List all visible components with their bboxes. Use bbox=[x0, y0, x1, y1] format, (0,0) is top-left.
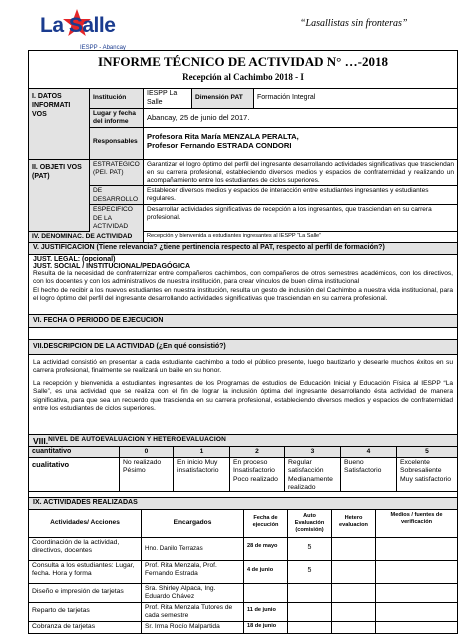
table-row bbox=[29, 602, 457, 621]
evaluacion-header bbox=[29, 434, 457, 446]
table-row bbox=[29, 583, 457, 602]
cuantitativo-row bbox=[29, 446, 457, 457]
row-encargados: Sra. Shirley Alpaca, Ing. Eduardo Chávez bbox=[141, 584, 243, 602]
level-2: En proceso Insatisfactorio Poco realizado bbox=[229, 458, 284, 491]
col-medios: Medios / fuentes de verificación bbox=[375, 510, 457, 537]
la-salle-logo bbox=[40, 8, 138, 52]
objetivos-body bbox=[89, 160, 457, 231]
objetivos-label: II. OBJETI VOS (PAT) bbox=[29, 160, 89, 231]
actividades-header: IX. ACTIVIDADES REALIZADAS bbox=[29, 497, 457, 509]
estrategico-row bbox=[89, 160, 457, 185]
row-accion: Reparto de tarjetas bbox=[32, 607, 90, 614]
level-1: En inicio Muy insatisfactorio bbox=[173, 458, 229, 491]
scale-2: 2 bbox=[229, 447, 284, 457]
lugar-row bbox=[89, 108, 457, 127]
logo-text: La Salle bbox=[40, 14, 116, 37]
row-accion: Cobranza de tarjetas bbox=[32, 623, 96, 630]
institucion-value: IESPP La Salle bbox=[143, 89, 191, 108]
table-row bbox=[29, 560, 457, 583]
dimension-value: Formación Integral bbox=[253, 89, 457, 108]
denominacion-row bbox=[29, 231, 457, 242]
col-hetero: Hetero evaluacion bbox=[331, 510, 375, 537]
estrategico-value: Garantizar el logro óptimo del perfil del ingresante desarrollando actividades significativas que trasciendan en su carrera profesional, estableciendo diversos medios y espacios de confraternidad y realizando un acompañamiento entre los estudiantes de ciclos superiores. bbox=[143, 160, 457, 185]
col-auto: Auto Evaluación (comisión) bbox=[287, 510, 331, 537]
descripcion-text-2: La recepción y bienvenida a estudiantes ingresantes de los Programas de estudios de Educación Inicial y Educación Física al IESPP “La Salle”, es una actividad que se realiza con el fin de lograr la inclusión óptima del ingresante desarrollando ésta actividad de manera significativa, para que sea un recuerdo que trascienda en su carrera profesional, estableciendo diversos medios y espacios de confraternidad entre los estudiantes de ciclos superiores. bbox=[33, 379, 453, 413]
row-medios bbox=[375, 622, 457, 633]
scale-1: 1 bbox=[173, 447, 229, 457]
datos-body bbox=[89, 89, 457, 159]
just-legal: JUST. LEGAL: (opcional) bbox=[33, 256, 116, 263]
row-fecha bbox=[243, 584, 287, 602]
fecha-body bbox=[29, 327, 457, 339]
cualitativo-row bbox=[29, 457, 457, 491]
row-fecha: 28 de mayo bbox=[243, 538, 287, 560]
justificacion-body bbox=[29, 254, 457, 314]
col-fecha: Fecha de ejecución bbox=[243, 510, 287, 537]
denominacion-label: IV. DENOMINAC. DE ACTIVIDAD bbox=[32, 233, 133, 240]
logo-subtitle: IESPP - Abancay bbox=[80, 45, 126, 51]
row-auto bbox=[287, 622, 331, 633]
descripcion-body bbox=[29, 354, 457, 434]
row-accion: Consulta a los estudiantes: Lugar, fecha. Hora y forma bbox=[32, 562, 135, 578]
title-row bbox=[29, 51, 457, 88]
actividades-rows bbox=[29, 537, 457, 633]
row-auto: 5 bbox=[287, 561, 331, 583]
scale-3: 3 bbox=[284, 447, 340, 457]
level-0: No realizado Pésimo bbox=[119, 458, 173, 491]
desarrollo-row bbox=[89, 185, 457, 204]
scale-5: 5 bbox=[396, 447, 457, 457]
row-fecha: 4 de junio bbox=[243, 561, 287, 583]
row-medios bbox=[375, 561, 457, 583]
desarrollo-value: Establecer diversos medios y espacios de interacción entre estudiantes ingresantes y estudiantes regulares. bbox=[143, 186, 457, 204]
cuantitativo-label: cuantitativo bbox=[29, 447, 119, 457]
row-hetero bbox=[331, 603, 375, 621]
row-fecha: 11 de junio bbox=[243, 603, 287, 621]
datos-section bbox=[29, 88, 457, 159]
level-3: Regular satisfacción Medianamente realizado bbox=[284, 458, 340, 491]
especifico-row bbox=[89, 204, 457, 232]
row-hetero bbox=[331, 538, 375, 560]
actividades-columns bbox=[29, 509, 457, 537]
scale-0: 0 bbox=[119, 447, 173, 457]
row-auto: 5 bbox=[287, 538, 331, 560]
row-encargados: Prof. Rita Menzala Tutores de cada semestre bbox=[141, 603, 243, 621]
institucion-label: Institución bbox=[89, 89, 143, 108]
row-medios bbox=[375, 584, 457, 602]
justificacion-header: V. JUSTIFICACION (Tiene relevancia? ¿tiene pertinencia respecto al PAT, respecto al perfil de formación?) bbox=[29, 242, 457, 254]
row-accion: Coordinación de la actividad, directivos, docentes bbox=[32, 539, 120, 555]
estrategico-label: ESTRATEGICO (PEI. PAT) bbox=[89, 160, 143, 185]
col-encargados: Encargados bbox=[141, 510, 243, 537]
just-text-1: Resulta de la necesidad de confraternizar entre compañeros cachimbos, con compañeros de otros semestres académicos, con los directivos, con los docentes y con los administrativos de nuestra institución, para crear vínculos de buen clima institucional bbox=[33, 270, 453, 286]
denominacion-value: Recepción y bienvenida a estudiantes ingresantes al IESPP “La Salle” bbox=[143, 232, 457, 242]
level-4: Bueno Satisfactorio bbox=[340, 458, 396, 491]
row-hetero bbox=[331, 622, 375, 633]
responsables-row bbox=[89, 127, 457, 159]
scale-4: 4 bbox=[340, 447, 396, 457]
fecha-header: VI. FECHA O PERIODO DE EJECUCION bbox=[29, 314, 457, 327]
row-hetero bbox=[331, 561, 375, 583]
cualitativo-label: cualitativo bbox=[32, 460, 70, 469]
especifico-value: Desarrollar actividades significativas de recepción a los ingresantes, que trasciendan en su carrera profesional. bbox=[143, 205, 457, 232]
just-text-2: El hecho de recibir a los nuevos estudiantes en nuestra institución, resulta un gesto de inclusión del Cachimbo a nuestra vida institucional, para el logro óptimo del perfil del ingresante desarrollando actividades significativas que trasciendan en su carrera profesional. bbox=[33, 286, 453, 303]
desarrollo-label: DE DESARROLLO bbox=[89, 186, 143, 204]
lugar-label: Lugar y fecha del informe bbox=[89, 109, 143, 127]
datos-label: I. DATOS INFORMATI VOS bbox=[29, 89, 89, 159]
row-fecha: 18 de junio bbox=[243, 622, 287, 633]
row-medios bbox=[375, 603, 457, 621]
table-row bbox=[29, 537, 457, 560]
report-title: INFORME TÉCNICO DE ACTIVIDAD N° …-2018 bbox=[98, 54, 388, 69]
responsable-1: Profesora Rita María MENZALA PERALTA, bbox=[147, 132, 299, 141]
descripcion-text-1: La actividad consistió en presentar a cada estudiante cachimbo a todo el público presente, luego bautizarlo y desearle muchos éxitos en su carrera profesional, finalmente se realizará un baile en su honor. bbox=[33, 359, 453, 375]
responsables-label: Responsables bbox=[89, 128, 143, 159]
row-accion: Diseño e impresión de tarjetas bbox=[32, 588, 124, 595]
row-encargados: Sr. Irma Rocío Malpartida bbox=[141, 622, 243, 633]
row-encargados: Hno. Danilo Terrazas bbox=[141, 538, 243, 560]
evaluacion-header-text: NIVEL DE AUTOEVALUACION Y HETEROEVALUACION bbox=[48, 436, 227, 443]
report-table bbox=[28, 50, 458, 634]
level-5: Excelente Sobresaliente Muy satisfactorio bbox=[396, 458, 457, 491]
objetivos-section bbox=[29, 159, 457, 231]
row-medios bbox=[375, 538, 457, 560]
dimension-label: Dimensión PAT bbox=[191, 89, 253, 108]
evaluacion-header-prefix: VIII. bbox=[33, 436, 49, 446]
report-subtitle: Recepción al Cachimbo 2018 - I bbox=[182, 72, 304, 82]
responsable-2: Profesor Fernando ESTRADA CONDORI bbox=[147, 141, 292, 151]
row-hetero bbox=[331, 584, 375, 602]
motto: “Lasallistas sin fronteras” bbox=[300, 18, 408, 29]
row-encargados: Prof. Rita Menzala, Prof. Fernando Estrada bbox=[141, 561, 243, 583]
descripcion-header: VII.DESCRIPCION DE LA ACTIVIDAD (¿En qué consistió?) bbox=[29, 339, 457, 354]
col-acciones: Actividades/ Acciones bbox=[50, 519, 120, 526]
institucion-row bbox=[89, 89, 457, 108]
row-auto bbox=[287, 603, 331, 621]
especifico-label: ESPECIFICO DE LA ACTIVIDAD bbox=[89, 205, 143, 232]
just-social: JUST. SOCIAL / INSTITUCIONAL/PEDAGÓGICA bbox=[33, 263, 190, 270]
responsables-value bbox=[143, 128, 457, 159]
row-auto bbox=[287, 584, 331, 602]
table-row bbox=[29, 621, 457, 633]
lugar-value: Abancay, 25 de junio del 2017. bbox=[143, 109, 457, 127]
